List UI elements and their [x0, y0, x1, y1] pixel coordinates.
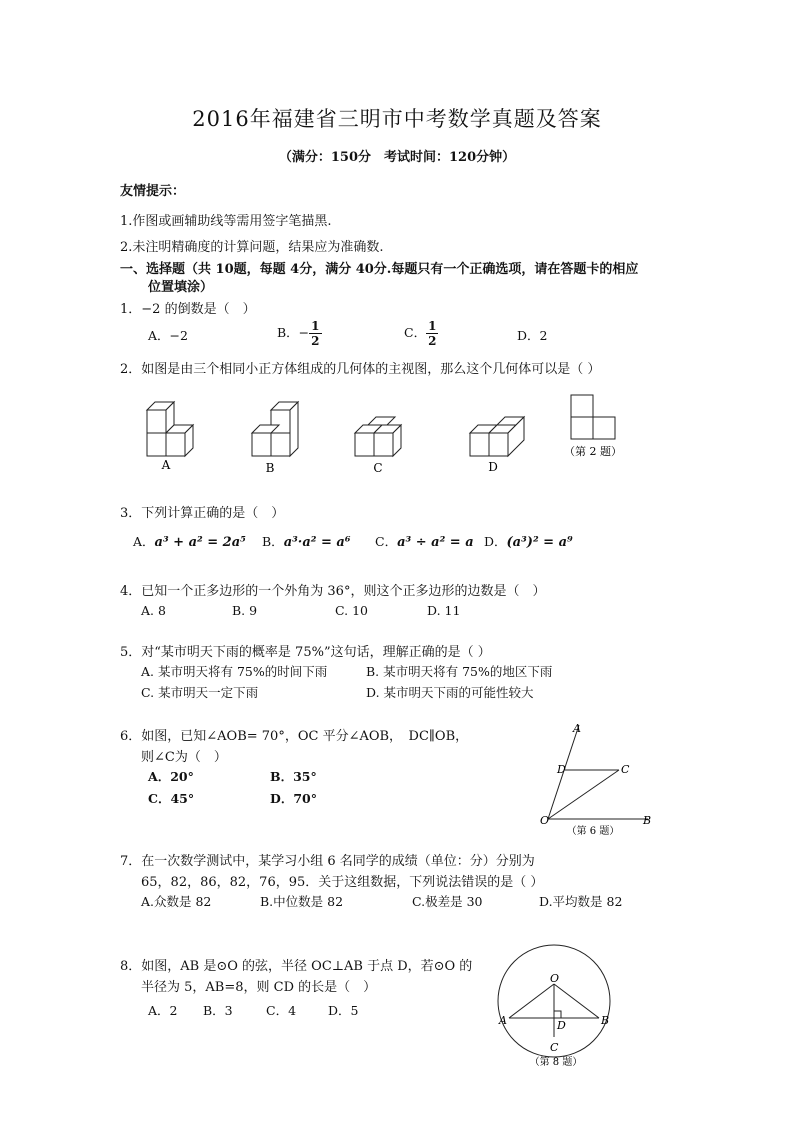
q3-option-d: [484, 532, 573, 550]
q8-right-angle-mark: [554, 1011, 561, 1018]
q5-stem: 5．对“某市明天下雨的概率是 75%”这句话，理解正确的是（ ）: [120, 645, 491, 660]
section-heading: 一、选择题（共 10题，每题 4分，满分 40分.每题只有一个正确选项，请在答题卡的相应: [120, 262, 639, 277]
q1-option-c-numerator: 1: [428, 319, 437, 333]
q2-figure-d: [470, 417, 524, 456]
q5-option-c: C. 某市明天一定下雨: [141, 685, 259, 700]
q7-option-d: D.平均数是 82: [539, 894, 623, 909]
q6-label-c: C: [621, 763, 630, 776]
q6-option-d: D．70°: [270, 791, 317, 806]
q4-option-a: A. 8: [141, 603, 166, 618]
q6-stem: 6．如图，已知∠AOB= 70°，OC 平分∠AOB， DC∥OB，: [120, 729, 469, 744]
q8-stem-cont: 半径为 5，AB=8，则 CD 的长是（ ）: [141, 980, 377, 995]
tip-2: 2.未注明精确度的计算问题，结果应为准确数.: [120, 240, 384, 255]
page-title: 2016年福建省三明市中考数学真题及答案: [192, 107, 602, 131]
q2-label-d: D: [488, 460, 498, 474]
q6-label-d: D: [557, 763, 566, 776]
q3-option-c-expr: a³ ÷ a² = a: [397, 535, 474, 550]
q6-label-a: A: [573, 722, 581, 735]
q8-option-d: D．5: [328, 1003, 359, 1018]
q5-option-a: A. 某市明天将有 75%的时间下雨: [141, 664, 328, 679]
q7-option-b: B.中位数是 82: [260, 894, 344, 909]
tips-heading: 友情提示：: [120, 184, 186, 199]
q8-option-b: B．3: [203, 1003, 233, 1018]
q6-option-c: C．45°: [148, 791, 195, 806]
q2-figures: [120, 385, 640, 480]
q1-option-b-prefix: B．−: [277, 325, 310, 340]
q3-option-a-expr: a³ + a² = 2a⁵: [154, 535, 246, 550]
q2-figure-c: [355, 417, 401, 456]
q6-option-b: B．35°: [270, 769, 317, 784]
q1-option-b: [277, 320, 322, 347]
q6-label-b: B: [643, 814, 652, 827]
q3-option-a: [133, 532, 246, 550]
q4-option-d: D. 11: [427, 603, 461, 618]
exam-info: （满分：150分 考试时间：120分钟）: [278, 150, 516, 165]
q6-option-a: A．20°: [148, 769, 194, 784]
q7-option-a: A.众数是 82: [141, 894, 212, 909]
q4-option-c: C. 10: [335, 603, 368, 618]
q1-option-b-denominator: 2: [311, 334, 320, 348]
q7-option-c: C.极差是 30: [412, 894, 483, 909]
section-heading-cont: 位置填涂）: [148, 280, 214, 295]
q3-stem: 3．下列计算正确的是（ ）: [120, 506, 285, 521]
q6-stem-cont: 则∠C为（ ）: [141, 750, 227, 765]
q8-label-o: O: [550, 972, 560, 985]
q1-option-c-fraction: [426, 320, 438, 347]
q2-label-a: A: [161, 458, 171, 472]
q8-option-c: C．4: [266, 1003, 297, 1018]
q6-figure: [535, 715, 660, 840]
q5-option-b: B. 某市明天将有 75%的地区下雨: [366, 664, 553, 679]
q1-option-b-fraction: [309, 320, 321, 347]
q2-figure-a: [147, 402, 193, 456]
q8-label-d: D: [557, 1019, 566, 1032]
q7-stem: 7．在一次数学测试中，某学习小组 6 名同学的成绩（单位：分）分别为: [120, 854, 535, 869]
q1-option-c-denominator: 2: [428, 334, 437, 348]
q6-segment-oc: [548, 770, 619, 819]
q1-option-b-numerator: 1: [311, 319, 320, 333]
q3-option-d-expr: (a³)² = a⁹: [506, 535, 573, 550]
q8-option-a: A．2: [148, 1003, 178, 1018]
q2-caption: （第 2 题）: [564, 445, 622, 458]
q8-label-c: C: [550, 1041, 559, 1054]
q3-option-a-label: A．: [133, 534, 155, 549]
q5-option-d: D. 某市明天下雨的可能性较大: [366, 685, 534, 700]
q1-option-c: [404, 320, 438, 347]
q2-front-view: [571, 395, 615, 439]
q6-caption: （第 6 题）: [566, 826, 620, 837]
q8-label-a: A: [499, 1014, 507, 1027]
q4-stem: 4．已知一个正多边形的一个外角为 36°，则这个正多边形的边数是（ ）: [120, 584, 546, 599]
q8-segment-oa: [509, 984, 554, 1018]
q1-option-d: D．2: [517, 328, 548, 343]
q3-option-d-label: D．: [484, 534, 507, 549]
q6-label-o: O: [540, 814, 550, 827]
q2-label-c: C: [373, 461, 383, 475]
q8-figure: [495, 920, 620, 1070]
tip-1: 1.作图或画辅助线等需用签字笔描黑.: [120, 214, 332, 229]
q3-option-b: [262, 532, 351, 550]
q8-caption: （第 8 题）: [529, 1057, 583, 1068]
q2-label-b: B: [265, 461, 275, 475]
q1-option-c-prefix: C．: [404, 325, 427, 340]
q1-stem: 1．−2 的倒数是（ ）: [120, 302, 256, 317]
q3-option-b-expr: a³·a² = a⁶: [283, 535, 351, 550]
q3-option-c-label: C．: [375, 534, 398, 549]
q4-option-b: B. 9: [232, 603, 258, 618]
q2-figure-b: [252, 402, 298, 456]
q8-stem: 8．如图，AB 是⊙O 的弦，半径 OC⊥AB 于点 D，若⊙O 的: [120, 959, 473, 974]
q8-label-b: B: [601, 1014, 610, 1027]
q1-option-a: A．−2: [148, 328, 188, 343]
q2-stem: 2．如图是由三个相同小正方体组成的几何体的主视图，那么这个几何体可以是（ ）: [120, 362, 601, 377]
q7-stem-cont: 65，82，86，82，76，95．关于这组数据，下列说法错误的是（ ）: [141, 875, 544, 890]
q3-option-c: [375, 532, 474, 550]
q3-option-b-label: B．: [262, 534, 284, 549]
